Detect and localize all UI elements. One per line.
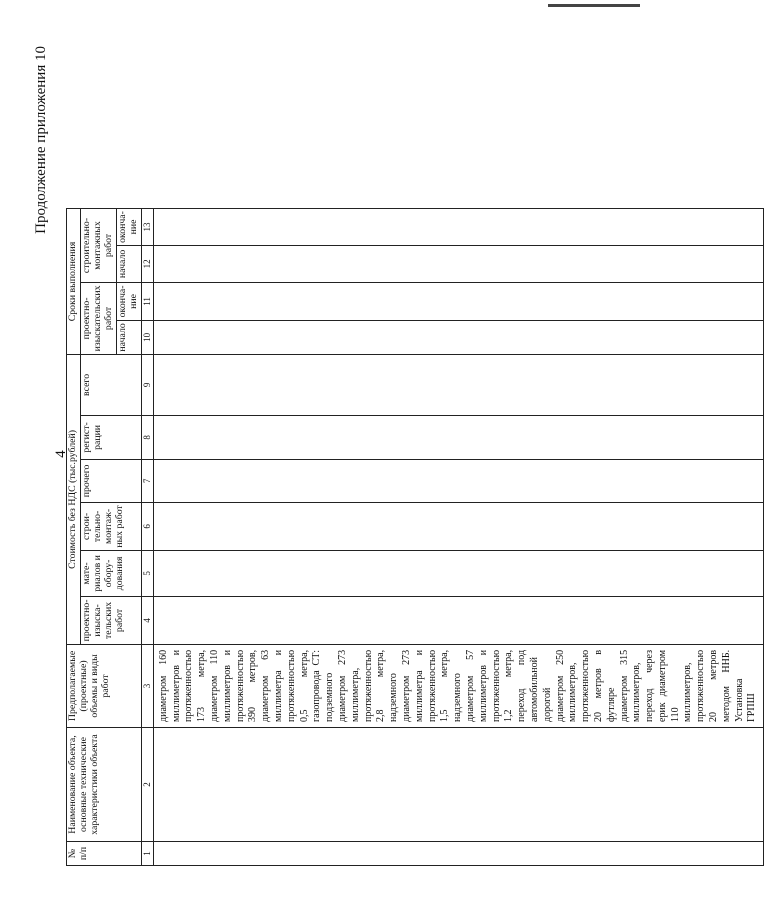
cell-empty xyxy=(153,282,763,320)
cell-object-name xyxy=(153,728,763,842)
column-number-row xyxy=(141,209,153,866)
rotated-page xyxy=(31,34,758,874)
header-cost-design: проектно-изыска-тельских работ xyxy=(80,596,141,644)
page-number: 4 xyxy=(53,450,69,458)
header-number: № п/п xyxy=(67,842,142,866)
column-number: 4 xyxy=(141,596,153,644)
cell-work-description: диаметром 160 миллиметров и протяженностью 173 метра, диаметром 110 миллиметров и протяженностью 390 метров, диаметром 63 миллиметра и протяженностью 0,5 метра, газопровода СТ: подземного диаметром 273 миллиметра, протяженностью 2,8 метра, надземного диаметром 273 миллиметра и протяженностью 1,5 метра, надземного диаметром 57 миллиметров и протяженностью 1,2 метра, переход под автомобильной дорогой диаметром 250 миллиметров, протяженностью 20 метров в футляре диаметром 315 миллиметров, переход через ерик диаметром 110 миллиметров, протяженностью 20 метров методом ННБ. Установка ГРПШ xyxy=(153,644,763,727)
header-work-volume: Предполагаемые (проектные) объемы и виды работ xyxy=(67,644,142,727)
column-number: 12 xyxy=(141,245,153,282)
column-number: 2 xyxy=(141,728,153,842)
cell-empty xyxy=(153,245,763,282)
column-number: 6 xyxy=(141,502,153,550)
cell-number xyxy=(153,842,763,866)
scan-edge-mark xyxy=(548,4,640,7)
appendix-title: Продолжение приложения 10 xyxy=(33,46,49,234)
column-number: 3 xyxy=(141,644,153,727)
header-construction-start: начало xyxy=(116,245,141,282)
cell-empty xyxy=(153,459,763,502)
column-number: 1 xyxy=(141,842,153,866)
header-object-name: Наименование объекта, основные технические характеристики объекта xyxy=(67,728,142,842)
column-number: 9 xyxy=(141,354,153,415)
header-cost-group: Стоимость без НДС (тыс.рублей) xyxy=(67,354,81,644)
header-terms-group: Сроки выполнения xyxy=(67,209,81,355)
header-construction-end: оконча-ние xyxy=(116,209,141,246)
works-table xyxy=(66,208,764,866)
header-cost-other: прочего xyxy=(80,459,141,502)
header-cost-materials: мате-риалов и обору-дования xyxy=(80,550,141,596)
header-cost-registration: регист-рации xyxy=(80,415,141,459)
cell-empty xyxy=(153,550,763,596)
column-number: 8 xyxy=(141,415,153,459)
cell-empty xyxy=(153,415,763,459)
cell-empty xyxy=(153,354,763,415)
header-cost-construction: строи-тельно-монтаж-ных работ xyxy=(80,502,141,550)
column-number: 7 xyxy=(141,459,153,502)
column-number: 13 xyxy=(141,209,153,246)
cell-empty xyxy=(153,320,763,354)
cell-empty xyxy=(153,596,763,644)
cell-empty xyxy=(153,502,763,550)
header-design-end: оконча-ние xyxy=(116,282,141,320)
table-row xyxy=(153,209,763,866)
column-number: 11 xyxy=(141,282,153,320)
header-terms-design: проектно-изыскательских работ xyxy=(80,282,116,354)
column-number: 10 xyxy=(141,320,153,354)
column-number: 5 xyxy=(141,550,153,596)
header-design-start: начало xyxy=(116,320,141,354)
header-row-1 xyxy=(67,209,81,866)
header-terms-construction: строительно-монтажных работ xyxy=(80,209,116,283)
header-cost-total: всего xyxy=(80,354,141,415)
cell-empty xyxy=(153,209,763,246)
